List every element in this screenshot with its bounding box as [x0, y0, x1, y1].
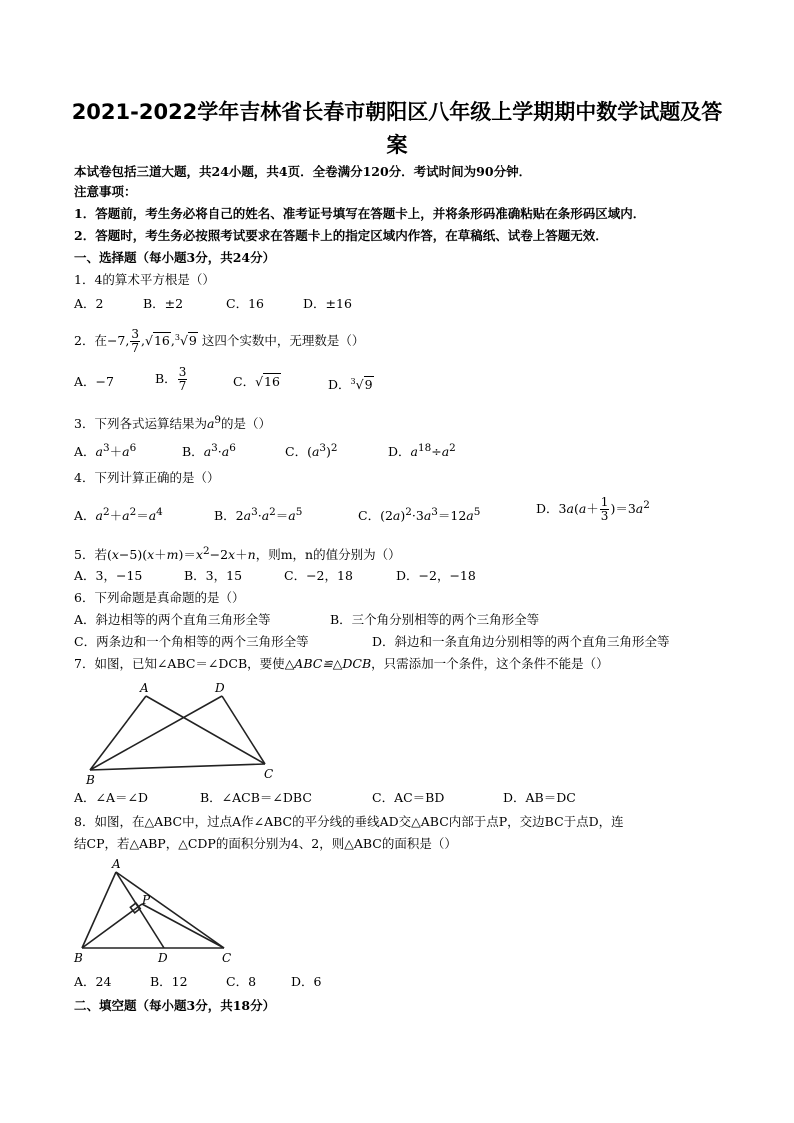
q7-option-d: D．AB＝DC — [503, 790, 576, 805]
fig8-label-p: P — [142, 893, 151, 907]
q3-option-d: D．$a^{18}\div a^2$ — [388, 442, 456, 460]
q6-option-a: A．斜边相等的两个直角三角形全等 — [74, 612, 271, 627]
q2-option-b: B． $\frac{3}{7}$ — [155, 365, 187, 393]
q2-option-c: C．√16 — [233, 374, 280, 389]
question-7: 7．如图，已知∠ABC＝∠DCB，要使△ABC≌△DCB，只需添加一个条件，这个条件不能是（） — [74, 656, 609, 671]
question-5: 5．若$(x-5)(x+m)=x^2-2x+n$，则m，n的值分别为（） — [74, 545, 401, 563]
fig8-label-b: B — [74, 951, 83, 965]
q5-option-a: A．3，−15 — [74, 568, 143, 583]
q5-option-c: C．−2，18 — [284, 568, 353, 583]
q7-option-a: A．∠A＝∠D — [74, 790, 149, 805]
notice-title: 注意事项： — [74, 184, 137, 199]
page-title: 2021-2022学年吉林省长春市朝阳区八年级上学期期中数学试题及答 案 — [71, 100, 723, 157]
fig7-label-b: B — [86, 773, 95, 787]
q1-option-c: C．16 — [226, 296, 264, 311]
question-1: 1．4的算术平方根是（） — [74, 272, 215, 287]
q6-option-c: C．两条边和一个角相等的两个三角形全等 — [74, 634, 309, 649]
q4-option-d: D．3a(a＋ $\frac{1}{3}$ )$=3a^2$ — [536, 495, 650, 523]
q8-option-b: B．12 — [150, 974, 188, 989]
q4-option-c: C．$(2a)^2\cdot 3a^3=12a^5$ — [358, 506, 481, 524]
notice-item-1: 1．答题前，考生务必将自己的姓名、准考证号填写在答题卡上，并将条形码准确粘贴在条形码区域内． — [74, 206, 646, 221]
section-1-heading: 一、选择题（每小题3分，共24分） — [74, 250, 276, 265]
q3-option-c: C．$(a^3)^2$ — [285, 442, 338, 460]
question-8-line-2: 结CP，若△ABP，△CDP的面积分别为4、2，则△ABC的面积是（） — [74, 836, 457, 851]
q1-option-d: D．±16 — [303, 296, 352, 311]
q4-option-b: B．$2a^3\cdot a^2=a^5$ — [214, 506, 303, 524]
q1-option-a: A．2 — [74, 296, 104, 311]
fig7-label-c: C — [264, 767, 274, 781]
fig7-label-a: A — [140, 681, 149, 695]
q2-option-a: A．−7 — [74, 374, 114, 389]
figure-q7-lines — [90, 696, 265, 770]
question-6: 6．下列命题是真命题的是（） — [74, 590, 245, 605]
notice-item-2: 2．答题时，考生务必按照考试要求在答题卡上的指定区域内作答，在草稿纸、试卷上答题无效． — [74, 228, 608, 243]
q8-option-d: D．6 — [291, 974, 322, 989]
q8-option-c: C．8 — [226, 974, 257, 989]
fig8-label-d: D — [158, 951, 168, 965]
q7-option-c: C．AC＝BD — [372, 790, 445, 805]
q7-option-b: B．∠ACB＝∠DBC — [200, 790, 312, 805]
fig8-label-a: A — [112, 857, 121, 871]
question-3: 3．下列各式运算结果为$a^9$的是（） — [74, 414, 272, 432]
figure-q8-lines — [82, 872, 224, 948]
q8-option-a: A．24 — [74, 974, 112, 989]
q4-option-a: A．$a^2+a^2=a^4$ — [74, 506, 163, 524]
figure-q7 — [80, 678, 290, 788]
q5-option-b: B．3，15 — [184, 568, 243, 583]
figure-q8 — [72, 856, 242, 966]
q3-option-a: A．$a^3+a^6$ — [74, 442, 137, 460]
q1-option-b: B．±2 — [143, 296, 184, 311]
q2-option-d: D．$^3$√9 — [328, 377, 373, 393]
question-8-line-1: 8．如图，在△ABC中，过点A作∠ABC的平分线的垂线AD交△ABC内部于点P，交边BC于点D，连 — [74, 814, 624, 829]
fig8-label-c: C — [222, 951, 232, 965]
q3-option-b: B．$a^3\cdot a^6$ — [182, 442, 236, 460]
exam-intro: 本试卷包括三道大题，共24小题，共4页．全卷满分120分．考试时间为90分钟． — [74, 164, 532, 179]
q6-option-b: B．三个角分别相等的两个三角形全等 — [330, 612, 540, 627]
q6-option-d: D．斜边和一条直角边分别相等的两个直角三角形全等 — [372, 634, 670, 649]
fig7-label-d: D — [215, 681, 225, 695]
section-2-heading: 二、填空题（每小题3分，共18分） — [74, 998, 276, 1013]
question-2: 2．在−7, $\frac{3}{7}$ ,√16,$^3$√9 这四个实数中，无理数是（） — [74, 327, 365, 355]
question-4: 4．下列计算正确的是（） — [74, 470, 220, 485]
q5-option-d: D．−2，−18 — [396, 568, 476, 583]
